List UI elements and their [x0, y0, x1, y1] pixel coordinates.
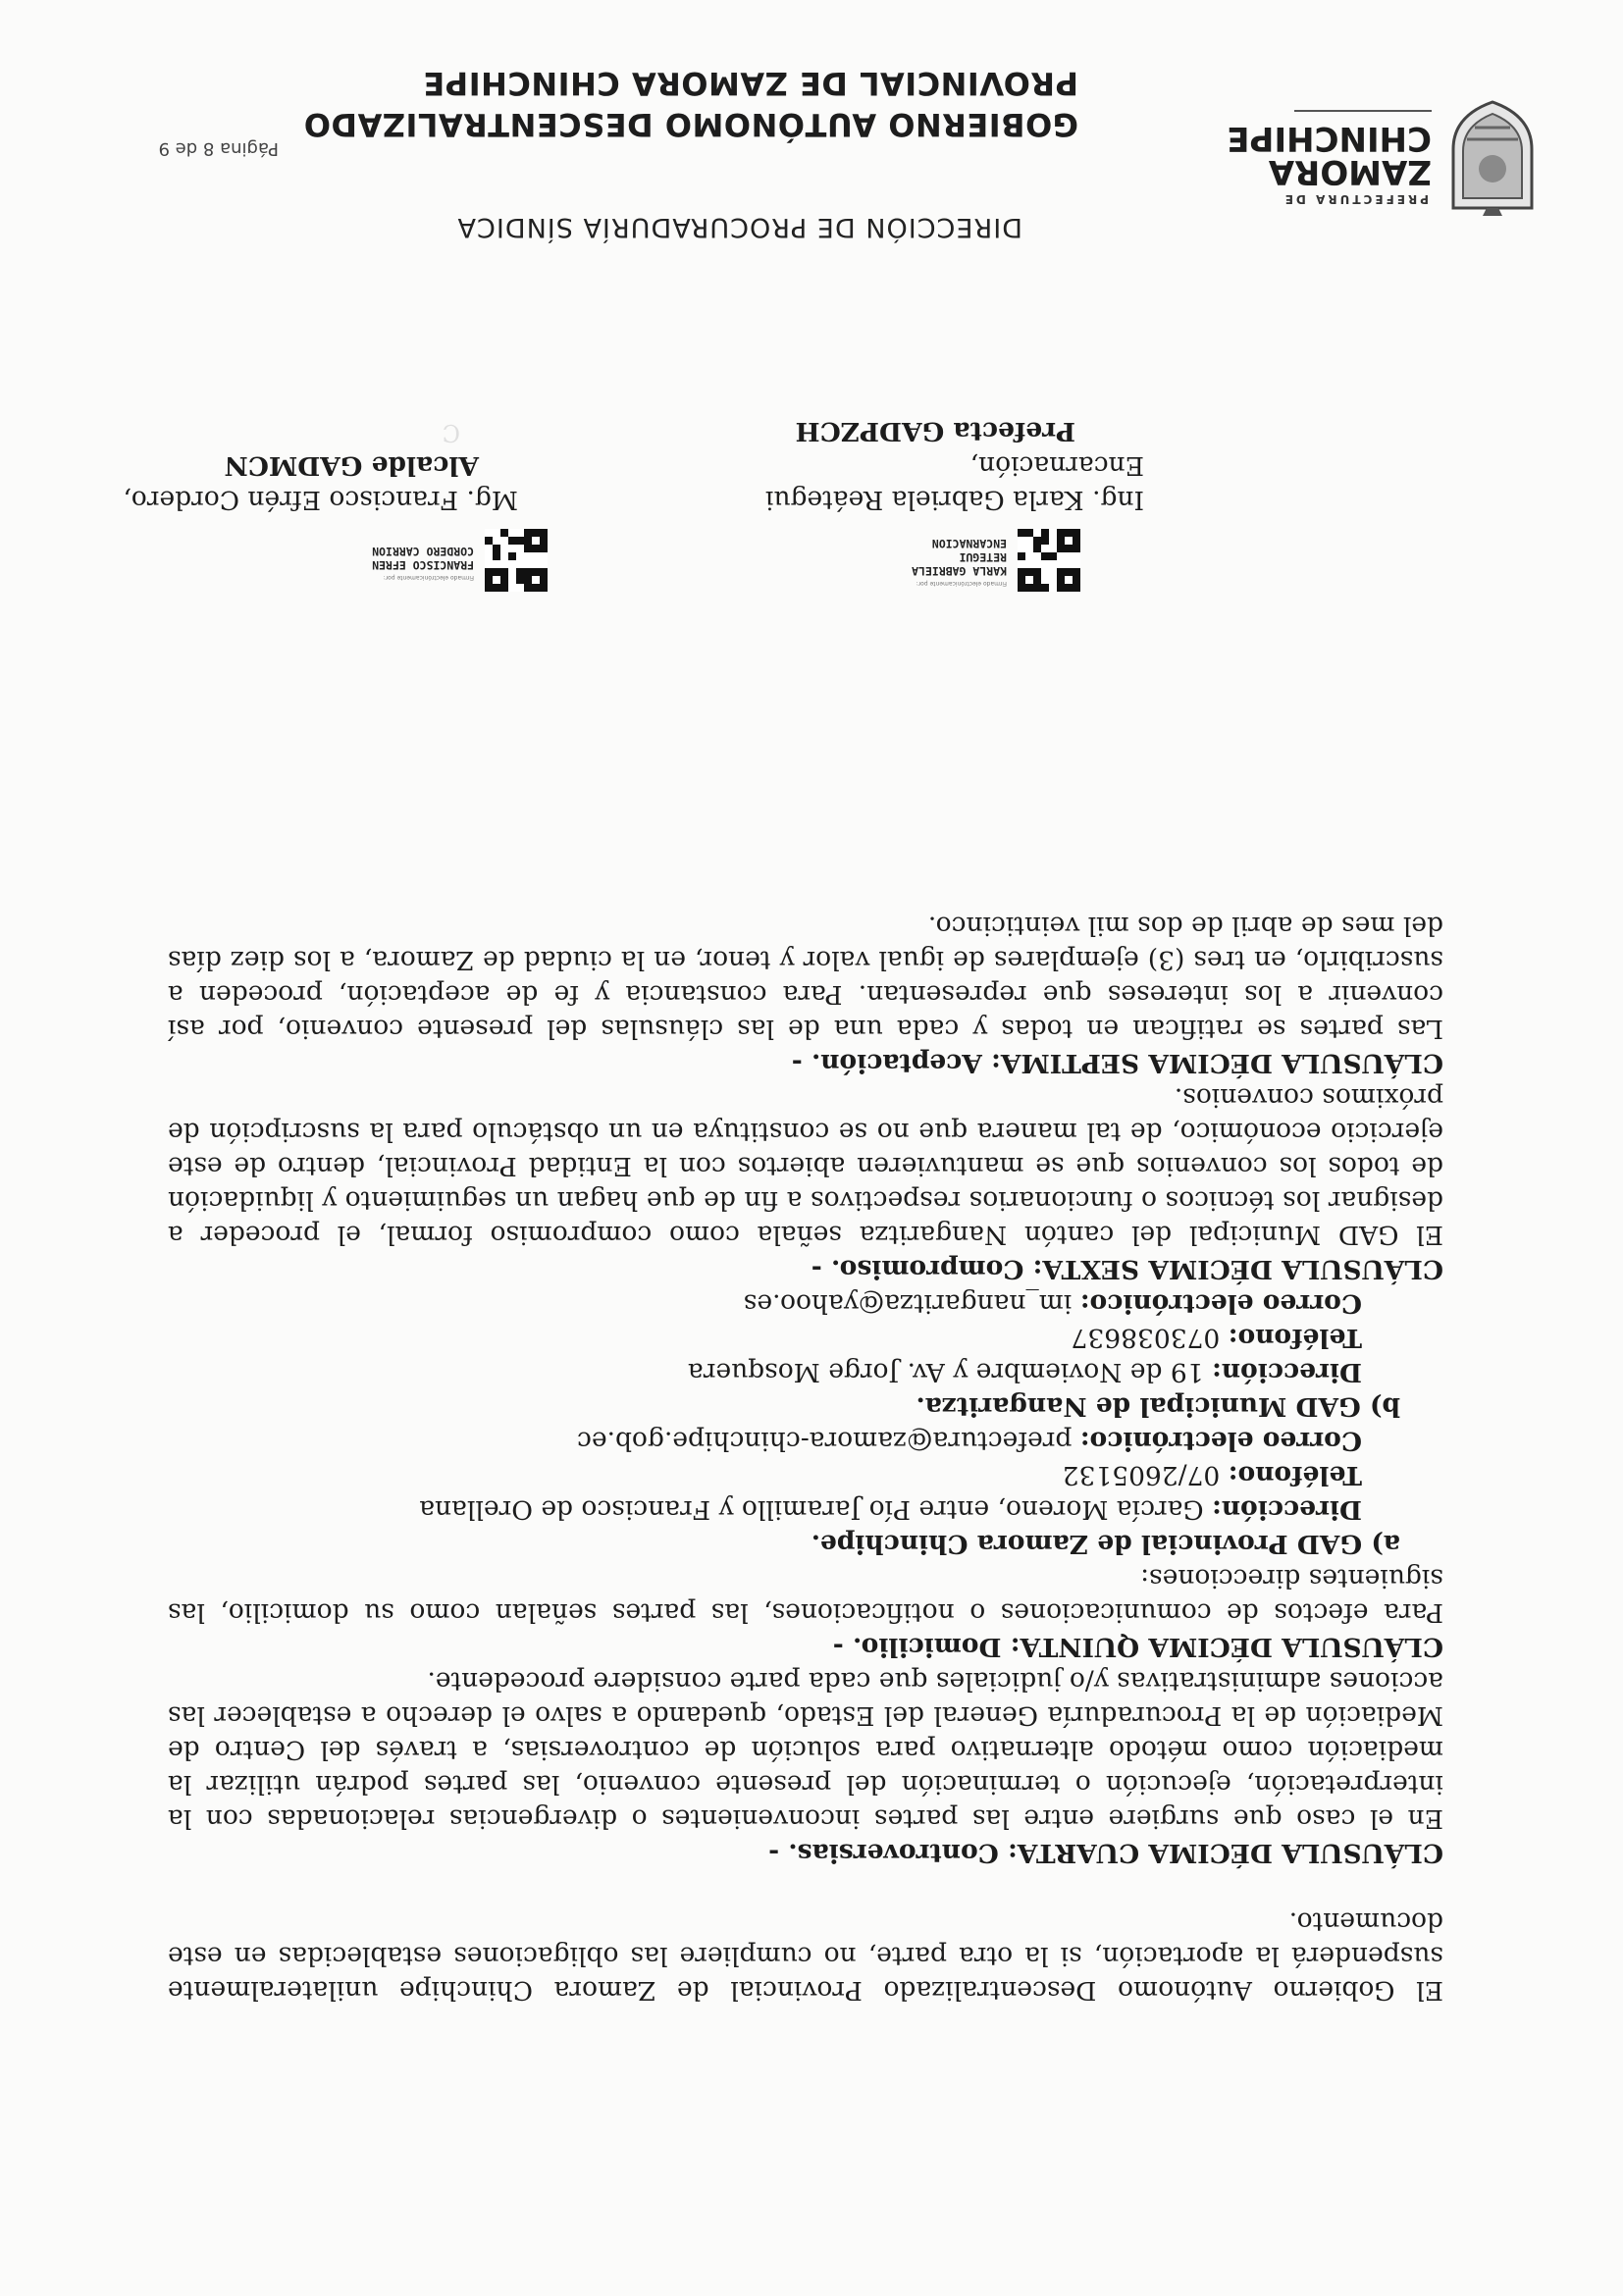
signer-title: Alcalde GADMCN [224, 450, 479, 481]
signature-stamp-1-line1: KARLA GABRIELA [912, 564, 1007, 578]
page-number: Página 8 de 9 [158, 138, 279, 159]
coat-of-arms-icon [1445, 98, 1540, 218]
address-a-phone: Teléfono: 07/2605132 [1062, 1460, 1362, 1490]
clause-15-text: Para efectos de comunicaciones o notificaciones, las partes señalan como su domicilio, las siguientes direcciones: [168, 1563, 1443, 1628]
logo-caption: PREFECTURA DE [1282, 192, 1429, 206]
signer-name: Ing. Karla Gabriela Reátegui Encarnación, [764, 450, 1144, 515]
address-b-phone: Teléfono: 073038637 [1071, 1323, 1362, 1353]
logo-name: ZAMORA CHINCHIPE [1227, 119, 1432, 191]
clause-17-text: Las partes se ratifican en todas y cada una de las cláusulas del presente convenio, por así convenir a los intereses que representan. Para constancia y fe de aceptación, proceden a suscribirlo, en tres (3) ejemplares de igual valor y tenor, en la ciudad de Zamora, a los diez días del mes de abril de dos mil veinticinco. [168, 911, 1443, 1044]
clause-16-text: El GAD Municipal del cantón Nangaritza señala como compromiso formal, el proceder a designar los técnicos o funcionarios respectivos a fin de que hagan un seguimiento y liquidación de todos los convenios que se mantuvieren abiertos con la Entidad Provincial, dentro de este ejercicio económico, de tal manera que no se constituya en un obstáculo para la suscripción de próximos convenios. [168, 1082, 1443, 1250]
signature-stamp-2-line2: CORDERO CARRION [372, 545, 474, 558]
clause-14-title: CLÁUSULA DÉCIMA CUARTA: Controversias. - [768, 1838, 1443, 1868]
signature-stamp-1-line3: ENCARNACION [931, 537, 1007, 550]
prefectura-logo [1147, 71, 1540, 218]
paragraph-suspension: El Gobierno Autónomo Descentralizado Provincial de Zamora Chinchipe unilateralmente suspenderá la aportación, si la otra parte, no cumpliere las obligaciones establecidas en este documento. [168, 1906, 1443, 2006]
address-a-email: Correo electrónico: prefectura@zamora-chinchipe.gob.ec [577, 1426, 1362, 1456]
signature-block-alcalde [47, 448, 518, 517]
department-subtitle: DIRECCIÓN DE PROCURADURÍA SÍNDICA [456, 212, 1022, 242]
address-a-label: a) GAD Provincial de Zamora Chinchipe. [811, 1529, 1400, 1559]
signer-name: Mg. Francisco Efrén Cordero, [123, 485, 518, 515]
address-b-label: b) GAD Municipal de Nangaritza. [916, 1391, 1400, 1422]
signature-caption-1: Firmado electrónicamente por: [916, 580, 1007, 587]
institution-title: GOBIERNO AUTÓNOMO DESCENTRALIZADO PROVINCIAL DE ZAMORA CHINCHIPE [303, 65, 1078, 143]
clause-16-title: CLÁUSULA DÉCIMA SEXTA: Compromiso. - [811, 1254, 1443, 1284]
clause-17-title: CLÁUSULA DÉCIMA SEPTIMA: Aceptación. - [791, 1048, 1443, 1078]
clause-15-title: CLÁUSULA DÉCIMA QUINTA: Domicilio. - [832, 1632, 1443, 1662]
clause-14-text: En el caso que surgiere entre las partes inconvenientes o divergencias relacionadas con la interpretación, ejecución o terminación del presente convenio, las partes podrán utilizar la mediación como método alternativo para solución de controversias, a través del Centro de Mediación de la Procuraduría General del Estado, quedando a salvo el derecho a establecer las acciones administrativas y/o judiciales que cada parte considere procedente. [168, 1666, 1443, 1834]
signature-block-prefecta [614, 414, 1144, 517]
signature-stamp-2-line1: FRANCISCO EFREN [372, 558, 474, 572]
qr-code-icon [485, 529, 548, 592]
signer-title: Prefecta GADPZCH [795, 416, 1075, 446]
logo-divider [1294, 110, 1432, 112]
qr-code-icon [1018, 529, 1080, 592]
address-b-email: Correo electrónico: im_nangaritza@yahoo.es [743, 1288, 1362, 1319]
signature-caption-2: Firmado electrónicamente por: [383, 574, 474, 581]
signature-stamp-1-line2: RETEGUI [959, 550, 1007, 564]
address-b-direction: Dirección: 19 de Noviembre y Av. Jorge Mosquera [687, 1357, 1362, 1387]
bleed-through-text: C [442, 419, 460, 446]
address-a-direction: Dirección: García Moreno, entre Pío Jaramillo y Francisco de Orellana [419, 1494, 1362, 1525]
document-body [168, 909, 1443, 2008]
